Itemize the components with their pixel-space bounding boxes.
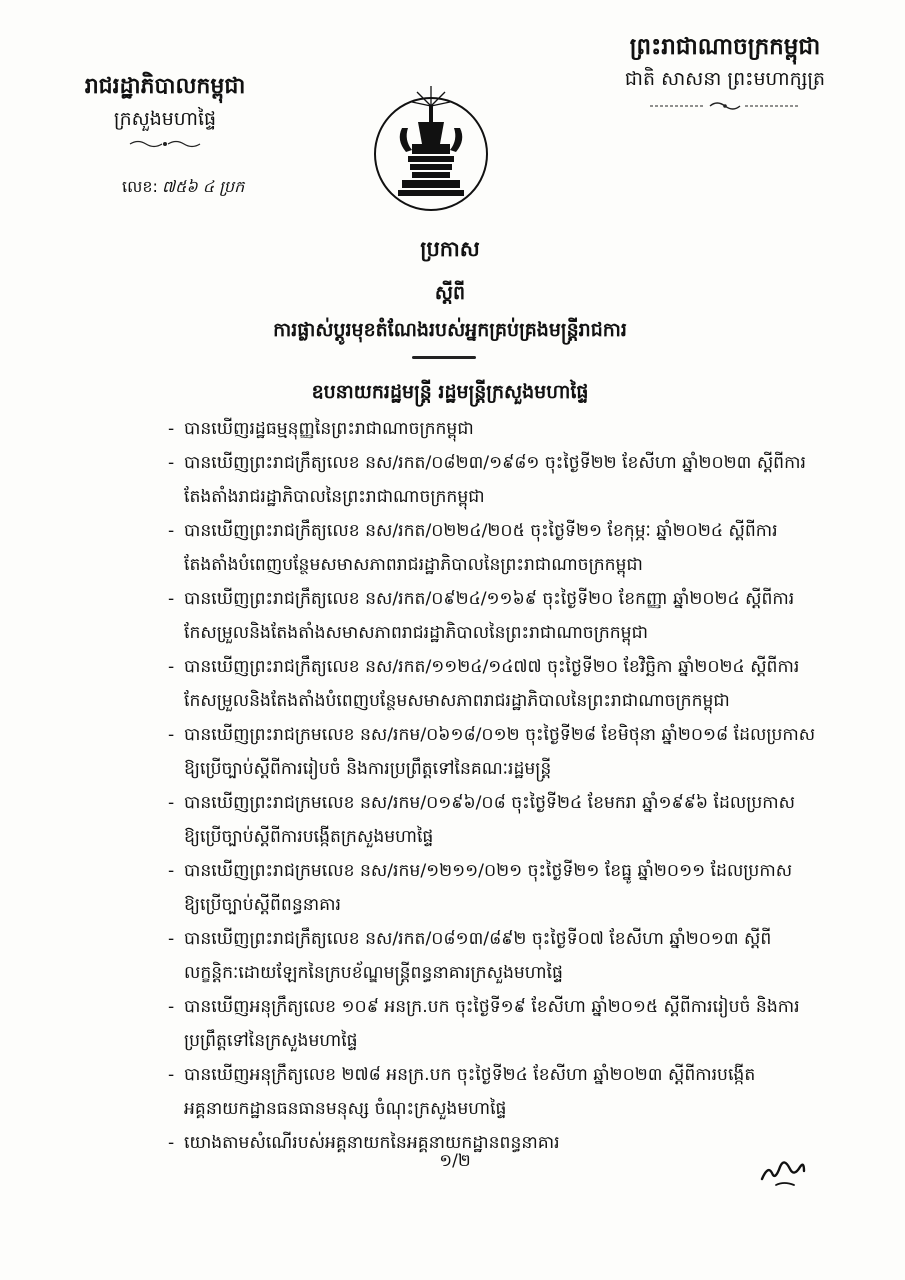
list-item: - បានឃើញព្រះរាជក្រមលេខ នស/រកម/០៦១៨/០១២ ចុះថ្ងៃទី២៨ ខែមិថុនា ឆ្នាំ២០១៨ ដែលប្រកាស ឱ្យប្រើច្បាប់ស្តីពីការរៀបចំ និងការប្រព្រឹត្តទៅនៃគណៈរដ្ឋមន្ត្រី — [168, 725, 816, 779]
list-item: - បានឃើញព្រះរាជក្រឹត្យលេខ នស/រកត/១១២៤/១៤៧៧ ចុះថ្ងៃទី២០ ខែវិច្ឆិកា ឆ្នាំ២០២៤ ស្តីពីការ កែសម្រួលនិងតែងតាំងបំពេញបន្ថែមសមាសភាពរាជរដ្ឋាភិបាលនៃព្រះរាជាណាចក្រកម្ពុជា — [168, 657, 800, 711]
government-title: រាជរដ្ឋាភិបាលកម្ពុជា — [84, 74, 246, 99]
list-item: - បានឃើញព្រះរាជក្រឹត្យលេខ នស/រកត/០៨១៣/៨៩២ ចុះថ្ងៃទី០៧ ខែសីហា ឆ្នាំ២០១៣ ស្តីពី លក្ខន្តិកៈដោយឡែកនៃក្របខ័ណ្ឌមន្ត្រីពន្ធនាគារក្រសួងមហាផ្ទៃ — [168, 929, 772, 983]
list-item: - បានឃើញព្រះរាជក្រឹត្យលេខ នស/រកត/០៨២៣/១៩៨១ ចុះថ្ងៃទី២២ ខែសីហា ឆ្នាំ២០២៣ ស្តីពីការ តែងតាំងរាជរដ្ឋាភិបាលនៃព្រះរាជាណាចក្រកម្ពុជា — [168, 453, 806, 507]
document-number-label: លេខ: — [122, 177, 158, 196]
document-number — [122, 176, 244, 200]
document-subject: ការផ្លាស់ប្តូរមុខតំណែងរបស់អ្នកគ្រប់គ្រងមន្ត្រីរាជការ — [273, 319, 627, 341]
document-number-value: ៧៥៦ ៤ ប្រក — [161, 177, 245, 196]
page-number: ១/២ — [439, 1151, 471, 1171]
ornament-divider-icon — [125, 139, 205, 149]
national-heading — [595, 30, 855, 116]
issuing-authority: ឧបនាយករដ្ឋមន្ត្រី រដ្ឋមន្ត្រីក្រសួងមហាផ្ទៃ — [311, 381, 589, 403]
list-item: - បានឃើញរដ្ឋធម្មនុញ្ញនៃព្រះរាជាណាចក្រកម្ពុជា — [168, 419, 474, 439]
national-motto: ជាតិ សាសនា ព្រះមហាក្សត្រ — [624, 68, 826, 90]
legal-basis-list — [168, 412, 818, 1160]
signature-initial-icon — [758, 1155, 808, 1189]
list-item: - បានឃើញព្រះរាជក្រឹត្យលេខ នស/រកត/០៩២៤/១១៦៩ ចុះថ្ងៃទី២០ ខែកញ្ញា ឆ្នាំ២០២៤ ស្តីពីការ កែសម្រួលនិងតែងតាំងសមាសភាពរាជរដ្ឋាភិបាលនៃព្រះរាជាណាចក្រកម្ពុជា — [168, 589, 795, 643]
list-item: - បានឃើញអនុក្រឹត្យលេខ ១០៩ អនក្រ.បក ចុះថ្ងៃទី១៩ ខែសីហា ឆ្នាំ២០១៥ ស្តីពីការរៀបចំ និងការ ប្រព្រឹត្តទៅនៃក្រសួងមហាផ្ទៃ — [168, 997, 800, 1051]
list-item: - បានឃើញព្រះរាជក្រមលេខ នស/រកម/០១៩៦/០៨ ចុះថ្ងៃទី២៤ ខែមករា ឆ្នាំ១៩៩៦ ដែលប្រកាស ឱ្យប្រើច្បាប់ស្តីពីការបង្កើតក្រសួងមហាផ្ទៃ — [168, 793, 796, 847]
list-item: - យោងតាមសំណើរបស់អគ្គនាយកនៃអគ្គនាយកដ្ឋានពន្ធនាគារ — [168, 1133, 560, 1153]
title-divider — [412, 356, 476, 359]
ornament-divider-icon — [650, 100, 800, 112]
coat-of-arms-icon — [372, 84, 490, 212]
list-item: - បានឃើញព្រះរាជក្រឹត្យលេខ នស/រកត/០២២៤/២០៥ ចុះថ្ងៃទី២១ ខែកុម្ភៈ ឆ្នាំ២០២៤ ស្តីពីការ តែងតាំងបំពេញបន្ថែមសមាសភាពរាជរដ្ឋាភិបាលនៃព្រះរាជាណាចក្រកម្ពុជា — [168, 521, 778, 575]
ministry-title: ក្រសួងមហាផ្ទៃ — [113, 108, 217, 130]
list-item: - បានឃើញព្រះរាជក្រមលេខ នស/រកម/១២១១/០២១ ចុះថ្ងៃទី២១ ខែធ្នូ ឆ្នាំ២០១១ ដែលប្រកាស ឱ្យប្រើច្បាប់ស្តីពីពន្ធនាគារ — [168, 861, 793, 915]
list-item: - បានឃើញអនុក្រឹត្យលេខ ២៧៨ អនក្រ.បក ចុះថ្ងៃទី២៤ ខែសីហា ឆ្នាំ២០២៣ ស្តីពីការបង្កើត អគ្គនាយកដ្ឋានធនធានមនុស្ស ចំណុះក្រសួងមហាផ្ទៃ — [168, 1065, 756, 1119]
kingdom-title: ព្រះរាជាណាចក្រកម្ពុជា — [629, 34, 821, 60]
about-label: ស្តីពី — [434, 282, 466, 304]
document-type: ប្រកាស — [420, 237, 480, 261]
issuer-heading — [60, 70, 270, 153]
